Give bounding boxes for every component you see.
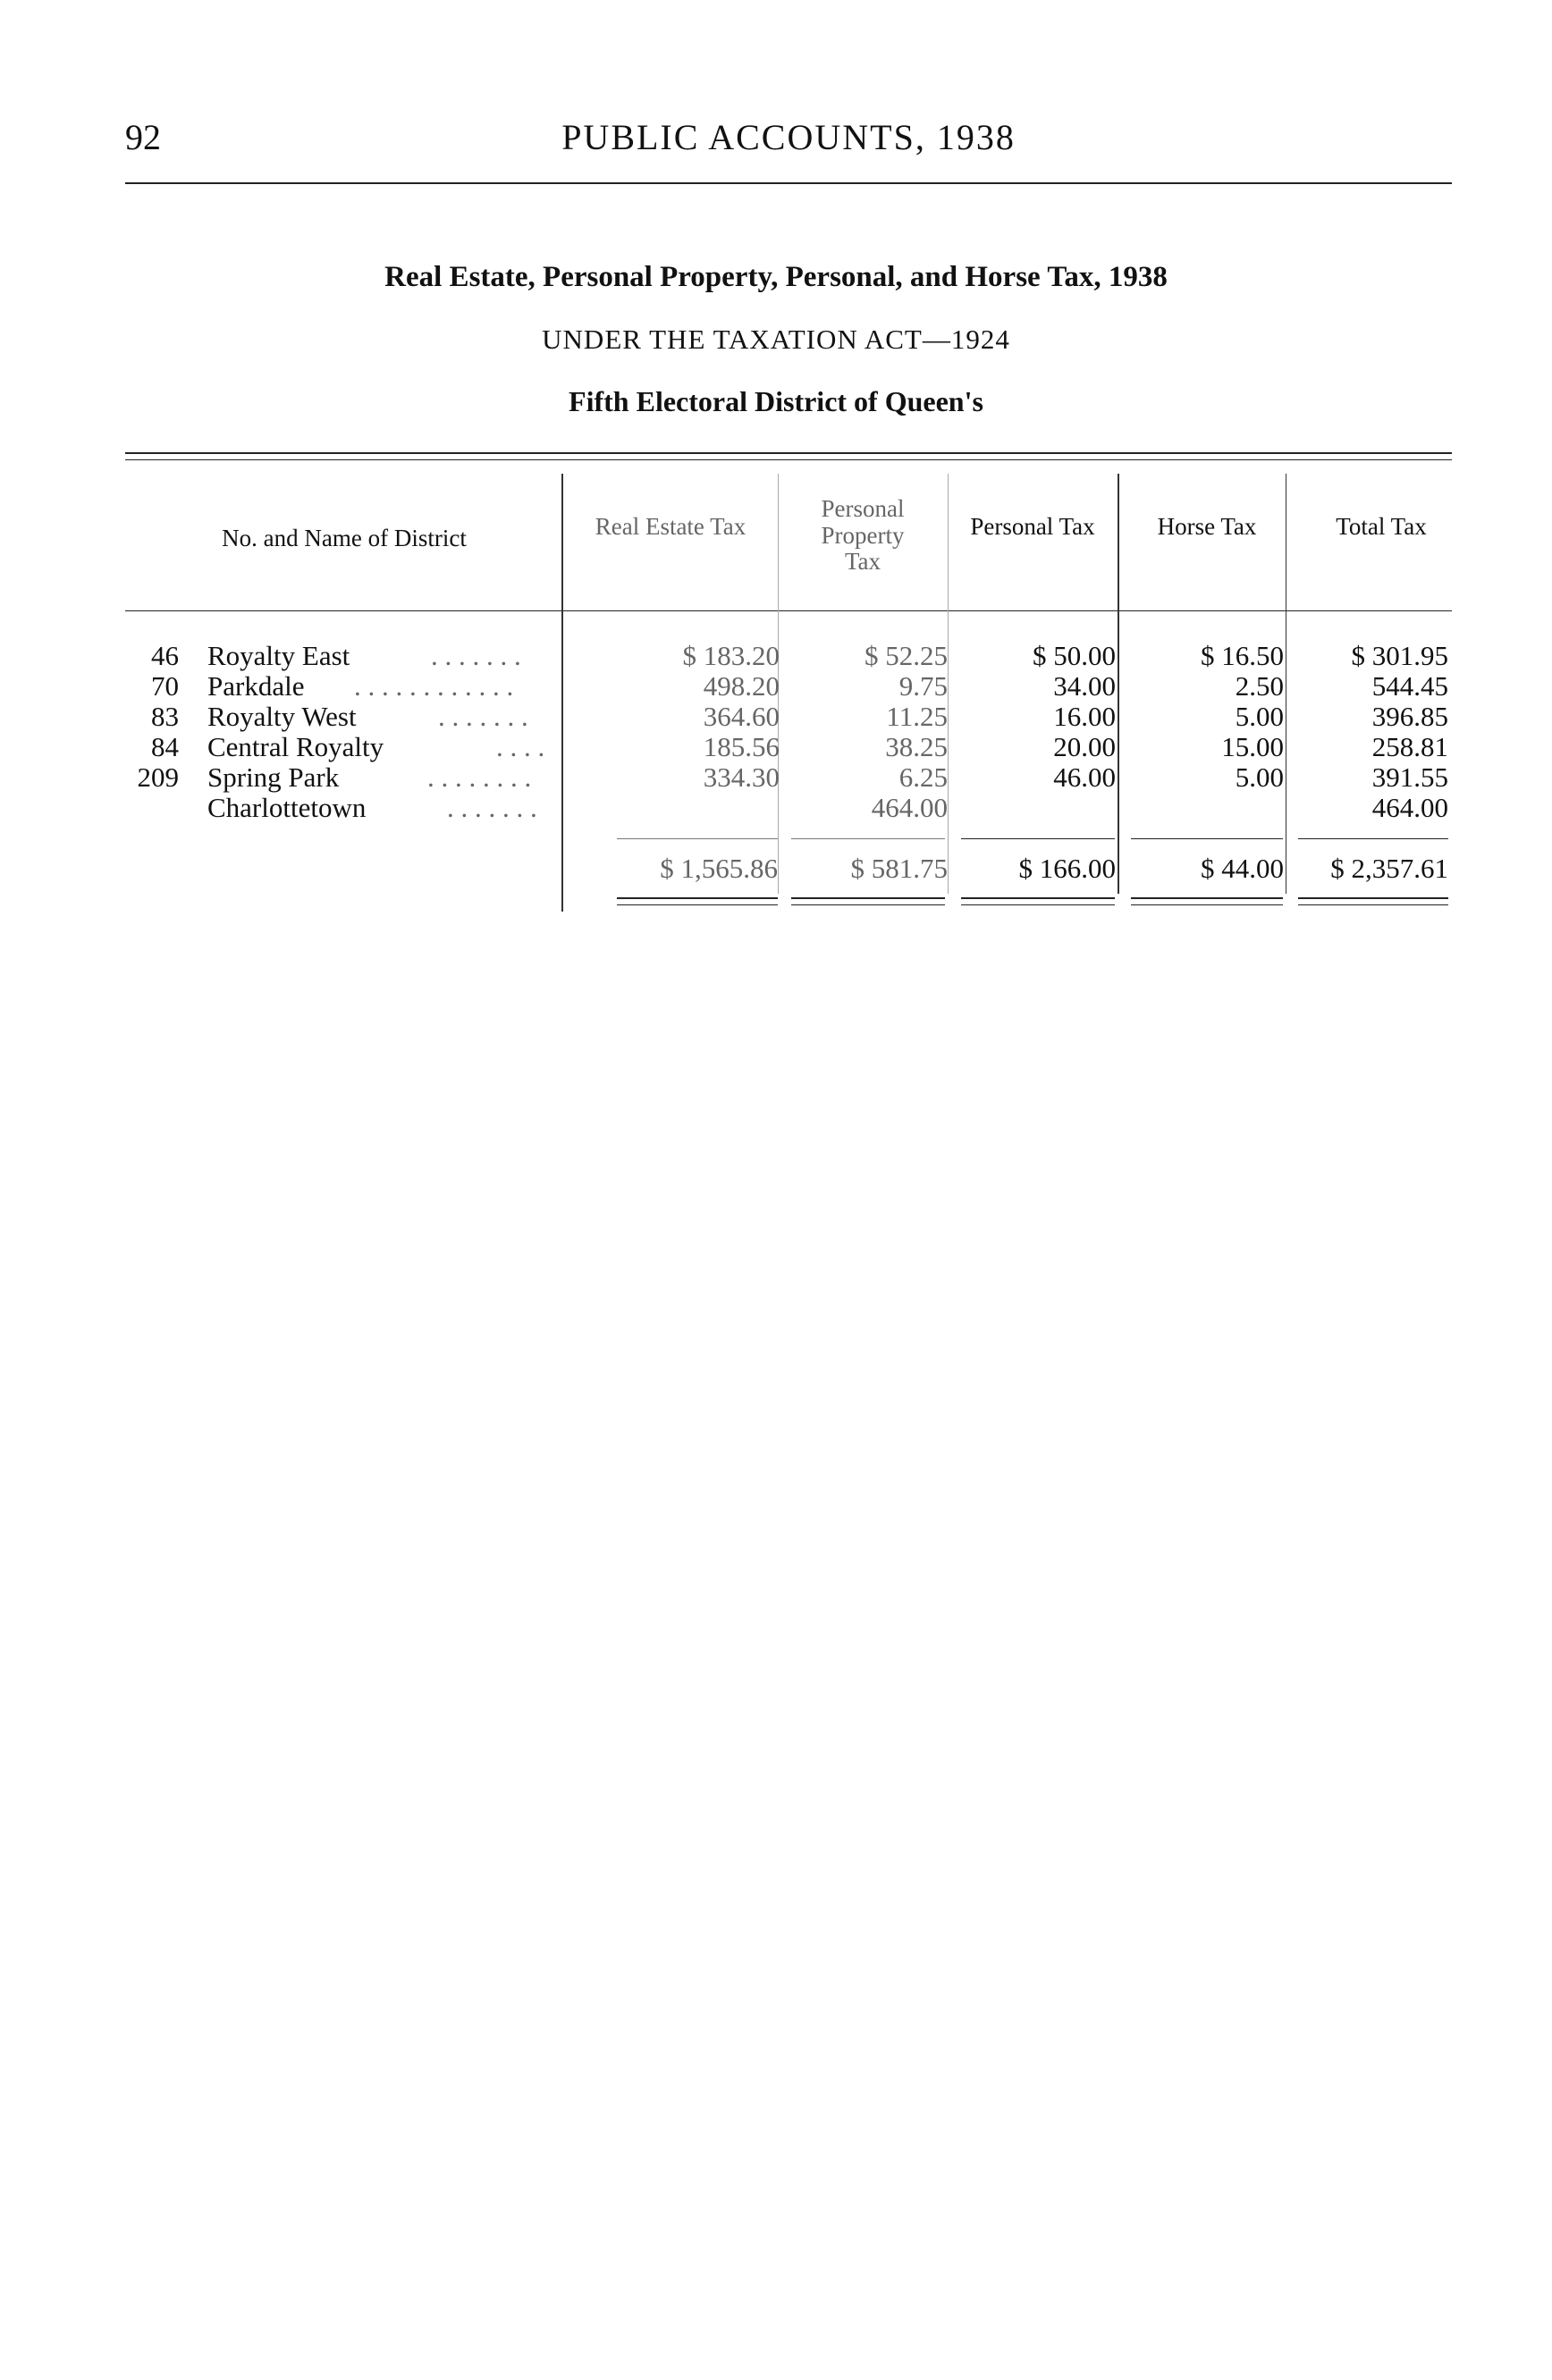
- double-rule: [1131, 897, 1283, 899]
- column-header-district: No. and Name of District: [222, 525, 467, 551]
- double-rule: [791, 904, 945, 905]
- district-number: 46: [151, 640, 179, 671]
- column-header-personal-tax: Personal Tax: [970, 513, 1095, 540]
- real-estate-tax: $ 183.20: [682, 640, 780, 671]
- total-tax: 391.55: [1371, 761, 1448, 793]
- personal-property-tax: $ 52.25: [865, 640, 948, 671]
- table-top-rule-inner: [125, 459, 1452, 460]
- district-number: 83: [151, 701, 179, 732]
- personal-tax: 46.00: [1053, 761, 1116, 793]
- header-bottom-rule: [125, 610, 1452, 611]
- district-name: Spring Park: [207, 761, 340, 793]
- horse-tax: $ 16.50: [1201, 640, 1284, 671]
- district-number: 84: [151, 731, 179, 762]
- total-horse-tax: $ 44.00: [1201, 853, 1284, 884]
- act-subtitle: UNDER THE TAXATION ACT—1924: [542, 324, 1010, 355]
- sum-rule: [617, 838, 778, 839]
- double-rule: [617, 897, 778, 899]
- double-rule: [961, 904, 1115, 905]
- dot-leader: . . . . . . .: [438, 701, 528, 732]
- column-header-personal-property-tax: Personal Property Tax: [821, 495, 905, 576]
- double-rule: [1298, 904, 1448, 905]
- personal-property-tax: 38.25: [885, 731, 948, 762]
- personal-tax: $ 50.00: [1033, 640, 1116, 671]
- double-rule: [617, 904, 778, 905]
- real-estate-tax: 185.56: [703, 731, 780, 762]
- sum-rule: [1298, 838, 1448, 839]
- total-real-estate-tax: $ 1,565.86: [660, 853, 778, 884]
- district-name: Central Royalty: [207, 731, 384, 762]
- district-number: 70: [151, 670, 179, 702]
- total-personal-tax: $ 166.00: [1018, 853, 1116, 884]
- sum-rule: [1131, 838, 1283, 839]
- real-estate-tax: 498.20: [703, 670, 780, 702]
- column-header-total-tax: Total Tax: [1336, 513, 1427, 540]
- column-header-horse-tax: Horse Tax: [1157, 513, 1257, 540]
- double-rule: [1131, 904, 1283, 905]
- header-rule: [125, 182, 1452, 184]
- page-number: 92: [125, 117, 161, 157]
- horse-tax: 2.50: [1235, 670, 1284, 702]
- personal-property-tax: 11.25: [886, 701, 948, 732]
- dot-leader: . . . . . . . .: [427, 761, 532, 793]
- total-tax: 464.00: [1371, 792, 1448, 823]
- district-subtitle: Fifth Electoral District of Queen's: [569, 385, 983, 417]
- district-name: Royalty East: [207, 640, 350, 671]
- grand-total-tax: $ 2,357.61: [1330, 853, 1448, 884]
- total-personal-property-tax: $ 581.75: [850, 853, 948, 884]
- table-title: Real Estate, Personal Property, Personal, and Horse Tax, 1938: [384, 261, 1168, 293]
- personal-property-tax: 9.75: [898, 670, 948, 702]
- sum-rule: [791, 838, 945, 839]
- double-rule: [1298, 897, 1448, 899]
- column-divider: [1118, 474, 1119, 894]
- double-rule: [791, 897, 945, 899]
- total-tax: 258.81: [1371, 731, 1448, 762]
- personal-tax: 34.00: [1053, 670, 1116, 702]
- table-top-rule: [125, 452, 1452, 454]
- dot-leader: . . . .: [496, 731, 545, 762]
- personal-property-tax: 464.00: [871, 792, 948, 823]
- sum-rule: [961, 838, 1115, 839]
- district-number: 209: [137, 761, 179, 793]
- total-tax: 396.85: [1371, 701, 1448, 732]
- dot-leader: . . . . . . .: [431, 640, 521, 671]
- double-rule: [961, 897, 1115, 899]
- column-divider: [561, 474, 563, 912]
- district-name: Parkdale: [207, 670, 305, 702]
- dot-leader: . . . . . . . . . . . .: [354, 670, 514, 702]
- running-title: PUBLIC ACCOUNTS, 1938: [561, 117, 1016, 157]
- column-header-real-estate-tax: Real Estate Tax: [595, 513, 746, 540]
- column-divider: [948, 474, 949, 894]
- horse-tax: 5.00: [1235, 761, 1284, 793]
- total-tax: $ 301.95: [1351, 640, 1448, 671]
- page-header: [125, 116, 1452, 170]
- dot-leader: . . . . . . .: [447, 792, 537, 823]
- personal-tax: 16.00: [1053, 701, 1116, 732]
- real-estate-tax: 364.60: [703, 701, 780, 732]
- district-name: Charlottetown: [207, 792, 367, 823]
- total-tax: 544.45: [1371, 670, 1448, 702]
- horse-tax: 5.00: [1235, 701, 1284, 732]
- personal-tax: 20.00: [1053, 731, 1116, 762]
- personal-property-tax: 6.25: [898, 761, 948, 793]
- district-name: Royalty West: [207, 701, 357, 732]
- horse-tax: 15.00: [1221, 731, 1284, 762]
- real-estate-tax: 334.30: [703, 761, 780, 793]
